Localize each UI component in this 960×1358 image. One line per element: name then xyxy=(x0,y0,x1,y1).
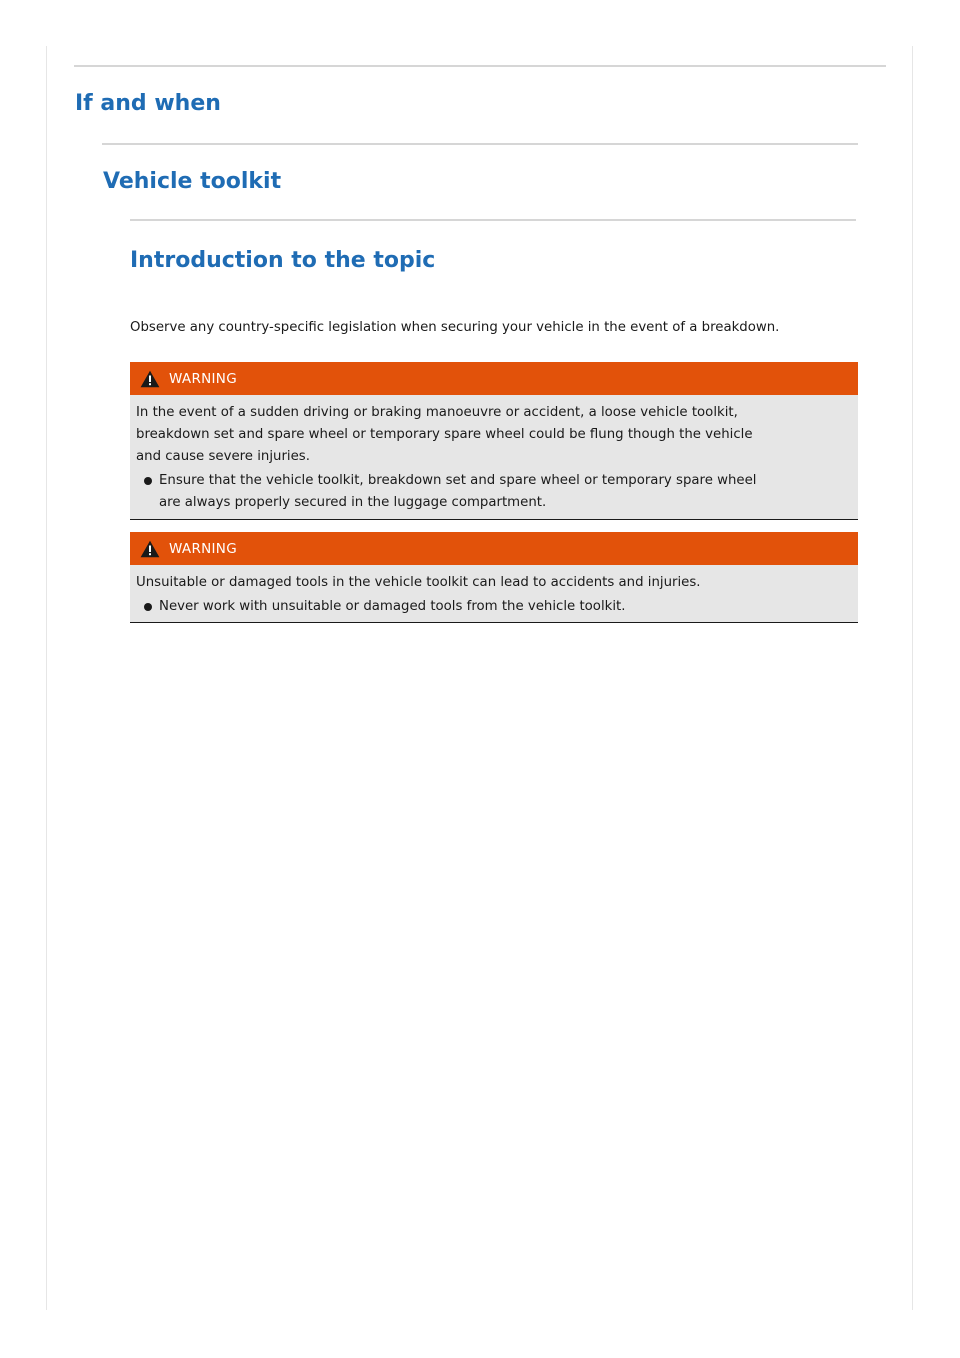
warning-text: Unsuitable or damaged tools in the vehicle toolkit can lead to accidents and injuries. xyxy=(136,575,701,590)
section-divider xyxy=(102,143,858,145)
bullet-text-line: are always properly secured in the luggage compartment. xyxy=(159,495,547,510)
warning-label: WARNING xyxy=(169,370,237,387)
page-border-left xyxy=(46,46,47,1310)
warning-triangle-icon xyxy=(140,540,160,558)
bullet-text-line: Ensure that the vehicle toolkit, breakdown set and spare wheel or temporary spare wheel xyxy=(159,473,757,488)
chapter-heading: If and when xyxy=(75,91,221,116)
section-heading: Vehicle toolkit xyxy=(103,169,282,194)
warning-text-line: breakdown set and spare wheel or temporary spare wheel could be flung though the vehicle xyxy=(136,427,753,442)
warning-text-line: and cause severe injuries. xyxy=(136,449,310,464)
bullet-icon xyxy=(136,470,159,514)
warning-bullet-item xyxy=(136,470,848,514)
topic-heading: Introduction to the topic xyxy=(130,248,436,273)
bullet-icon xyxy=(136,596,159,618)
section-divider xyxy=(130,219,856,221)
warning-body xyxy=(130,565,858,618)
intro-paragraph: Observe any country-specific legislation when securing your vehicle in the event of a breakdown. xyxy=(130,320,780,335)
warning-bullet-item xyxy=(136,596,848,618)
page-border-right xyxy=(912,46,913,1310)
warning-body xyxy=(130,395,858,514)
section-divider xyxy=(74,65,886,67)
warning-box xyxy=(130,532,858,623)
warning-text xyxy=(136,402,848,468)
warning-header xyxy=(130,532,858,565)
warning-box xyxy=(130,362,858,520)
bullet-text: Never work with unsuitable or damaged tools from the vehicle toolkit. xyxy=(159,599,626,614)
warning-triangle-icon xyxy=(140,370,160,388)
bullet-text xyxy=(159,470,848,514)
warning-header xyxy=(130,362,858,395)
warning-label: WARNING xyxy=(169,540,237,557)
warning-text-line: In the event of a sudden driving or braking manoeuvre or accident, a loose vehicle toolkit, xyxy=(136,405,738,420)
